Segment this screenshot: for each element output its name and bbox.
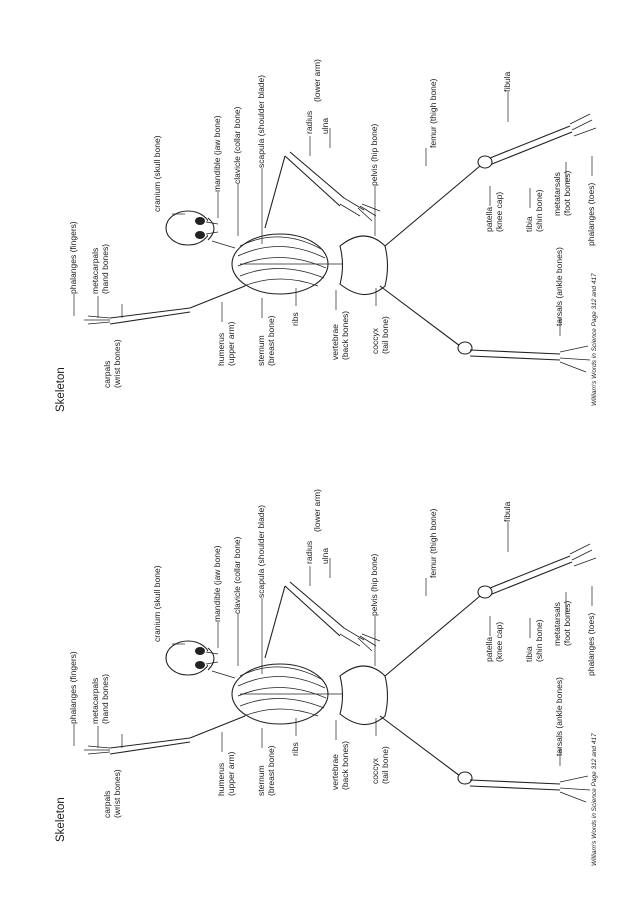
label-patella: patella (knee cap): [484, 621, 504, 662]
label-carpals: carpals (wrist bones): [102, 339, 122, 388]
label-phalanges-toes: phalanges (toes): [586, 612, 596, 676]
label-metacarpals: metacarpals (hand bones): [90, 673, 110, 724]
label-tarsals: tarsals (ankle bones): [554, 677, 564, 756]
label-tibia: tibia (shin bone): [524, 619, 544, 662]
label-radius: radius: [304, 540, 314, 564]
label-phalanges-toes: phalanges (toes): [586, 182, 596, 246]
label-ribs: ribs: [290, 312, 300, 326]
label-clavicle: clavicle (collar bone): [232, 536, 242, 614]
label-femur: femur (thigh bone): [428, 78, 438, 148]
label-metatarsals: metatarsals (foot bones): [552, 600, 572, 646]
diagram-title: Skeleton: [55, 367, 67, 412]
diagram-title: Skeleton: [55, 797, 67, 842]
skeleton-diagram-top: [40, 36, 600, 446]
label-sternum: sternum (breast bone): [256, 745, 276, 796]
label-humerus: humerus (upper arm): [216, 321, 236, 366]
label-metatarsals: metatarsals (foot bones): [552, 170, 572, 216]
label-vertebrae: vertebrae (back bones): [330, 310, 350, 360]
label-phalanges-fingers: phalanges (fingers): [68, 221, 78, 294]
label-femur: femur (thigh bone): [428, 508, 438, 578]
label-coccyx: coccyx (tail bone): [370, 746, 390, 784]
label-ulna: ulna: [320, 547, 330, 564]
label-lower-arm: (lower arm): [312, 59, 322, 102]
label-pelvis: pelvis (hip bone): [369, 553, 379, 616]
credit-line: William's Words in Science Page 312 and 417: [591, 733, 598, 866]
skeleton-diagram-bottom: [40, 466, 600, 876]
label-pelvis: pelvis (hip bone): [369, 123, 379, 186]
label-fibula: fibula: [502, 71, 512, 92]
label-scapula: scapula (shoulder blade): [256, 74, 266, 168]
label-clavicle: clavicle (collar bone): [232, 106, 242, 184]
label-ribs: ribs: [290, 742, 300, 756]
label-mandible: mandible (jaw bone): [212, 545, 222, 622]
label-coccyx: coccyx (tail bone): [370, 316, 390, 354]
label-tibia: tibia (shin bone): [524, 189, 544, 232]
label-ulna: ulna: [320, 117, 330, 134]
label-tarsals: tarsals (ankle bones): [554, 247, 564, 326]
label-fibula: fibula: [502, 501, 512, 522]
label-humerus: humerus (upper arm): [216, 751, 236, 796]
label-cranium: cranium (skull bone): [152, 565, 162, 642]
label-scapula: scapula (shoulder blade): [256, 504, 266, 598]
label-sternum: sternum (breast bone): [256, 315, 276, 366]
label-patella: patella (knee cap): [484, 191, 504, 232]
label-mandible: mandible (jaw bone): [212, 115, 222, 192]
label-vertebrae: vertebrae (back bones): [330, 740, 350, 790]
label-lower-arm: (lower arm): [312, 489, 322, 532]
label-phalanges-fingers: phalanges (fingers): [68, 651, 78, 724]
label-metacarpals: metacarpals (hand bones): [90, 243, 110, 294]
label-cranium: cranium (skull bone): [152, 135, 162, 212]
credit-line: William's Words in Science Page 312 and 417: [591, 273, 598, 406]
label-radius: radius: [304, 110, 314, 134]
label-carpals: carpals (wrist bones): [102, 769, 122, 818]
